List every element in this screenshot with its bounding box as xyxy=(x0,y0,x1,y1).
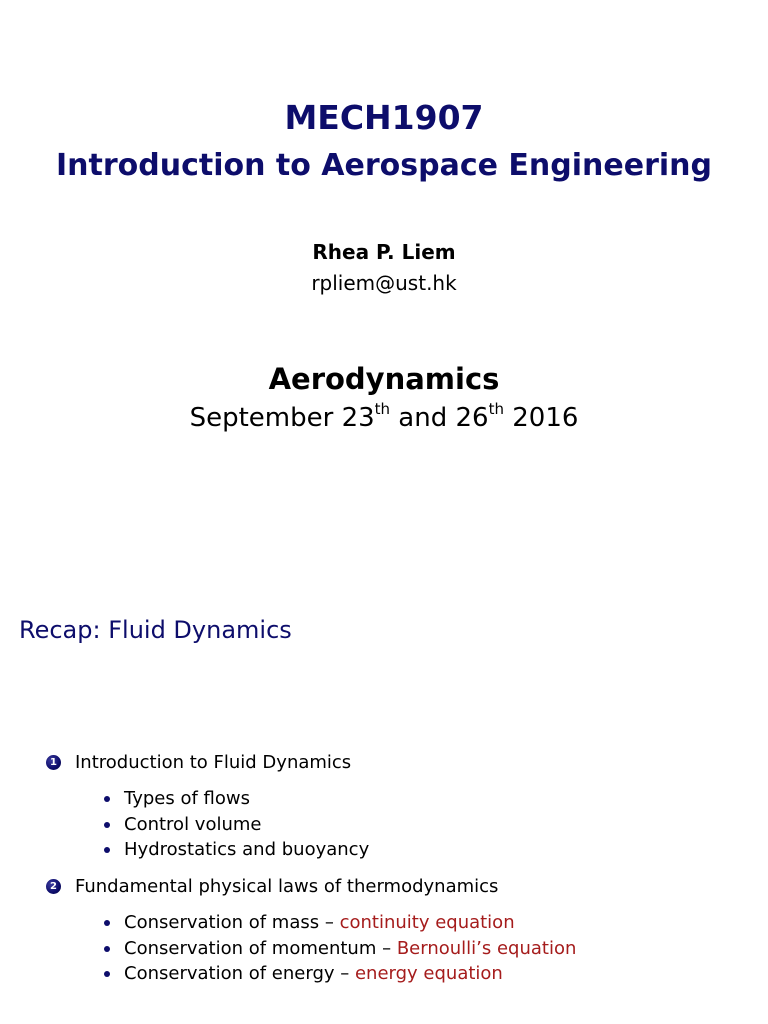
course-code: MECH1907 xyxy=(284,98,484,137)
list-item xyxy=(104,839,369,860)
enumerated-item-label: Introduction to Fluid Dynamics xyxy=(75,752,352,773)
date-superscript-1: th xyxy=(374,400,391,418)
equation-highlight: energy equation xyxy=(354,963,503,984)
bullet-icon xyxy=(104,920,110,926)
bullet-icon xyxy=(104,946,110,952)
equation-highlight: Bernoulli’s equation xyxy=(396,938,577,959)
enumerated-item xyxy=(46,876,498,897)
course-name: Introduction to Aerospace Engineering xyxy=(55,148,712,183)
number-ball-icon: 1 xyxy=(46,755,61,770)
bullet-icon xyxy=(104,847,110,853)
date-prefix: September 23 xyxy=(189,403,375,433)
enumerated-item-label: Fundamental physical laws of thermodynamics xyxy=(75,876,499,897)
recap-slide xyxy=(0,512,768,1024)
list-item xyxy=(104,963,503,984)
list-item-text: Types of flows xyxy=(124,788,250,809)
number-ball-icon: 2 xyxy=(46,879,61,894)
list-item xyxy=(104,938,576,959)
author-name: Rhea P. Liem xyxy=(312,240,456,264)
list-item xyxy=(104,788,250,809)
list-item-text: Control volume xyxy=(124,814,262,835)
recap-title: Recap: Fluid Dynamics xyxy=(19,616,292,644)
lecture-dates xyxy=(0,400,768,433)
enumerated-item xyxy=(46,752,351,773)
lecture-topic: Aerodynamics xyxy=(268,362,500,396)
list-item-text: Hydrostatics and buoyancy xyxy=(124,839,370,860)
date-suffix: 2016 xyxy=(503,403,579,433)
bullet-icon xyxy=(104,971,110,977)
author-email: rpliem@ust.hk xyxy=(311,271,457,295)
list-item xyxy=(104,814,261,835)
list-item-text: Conservation of mass – xyxy=(124,912,340,933)
date-middle: and 26 xyxy=(390,403,489,433)
list-item-text: Conservation of momentum – xyxy=(124,938,397,959)
list-item xyxy=(104,912,515,933)
equation-highlight: continuity equation xyxy=(339,912,515,933)
list-item-text: Conservation of energy – xyxy=(124,963,355,984)
date-superscript-2: th xyxy=(488,400,504,418)
bullet-icon xyxy=(104,796,110,802)
bullet-icon xyxy=(104,822,110,828)
